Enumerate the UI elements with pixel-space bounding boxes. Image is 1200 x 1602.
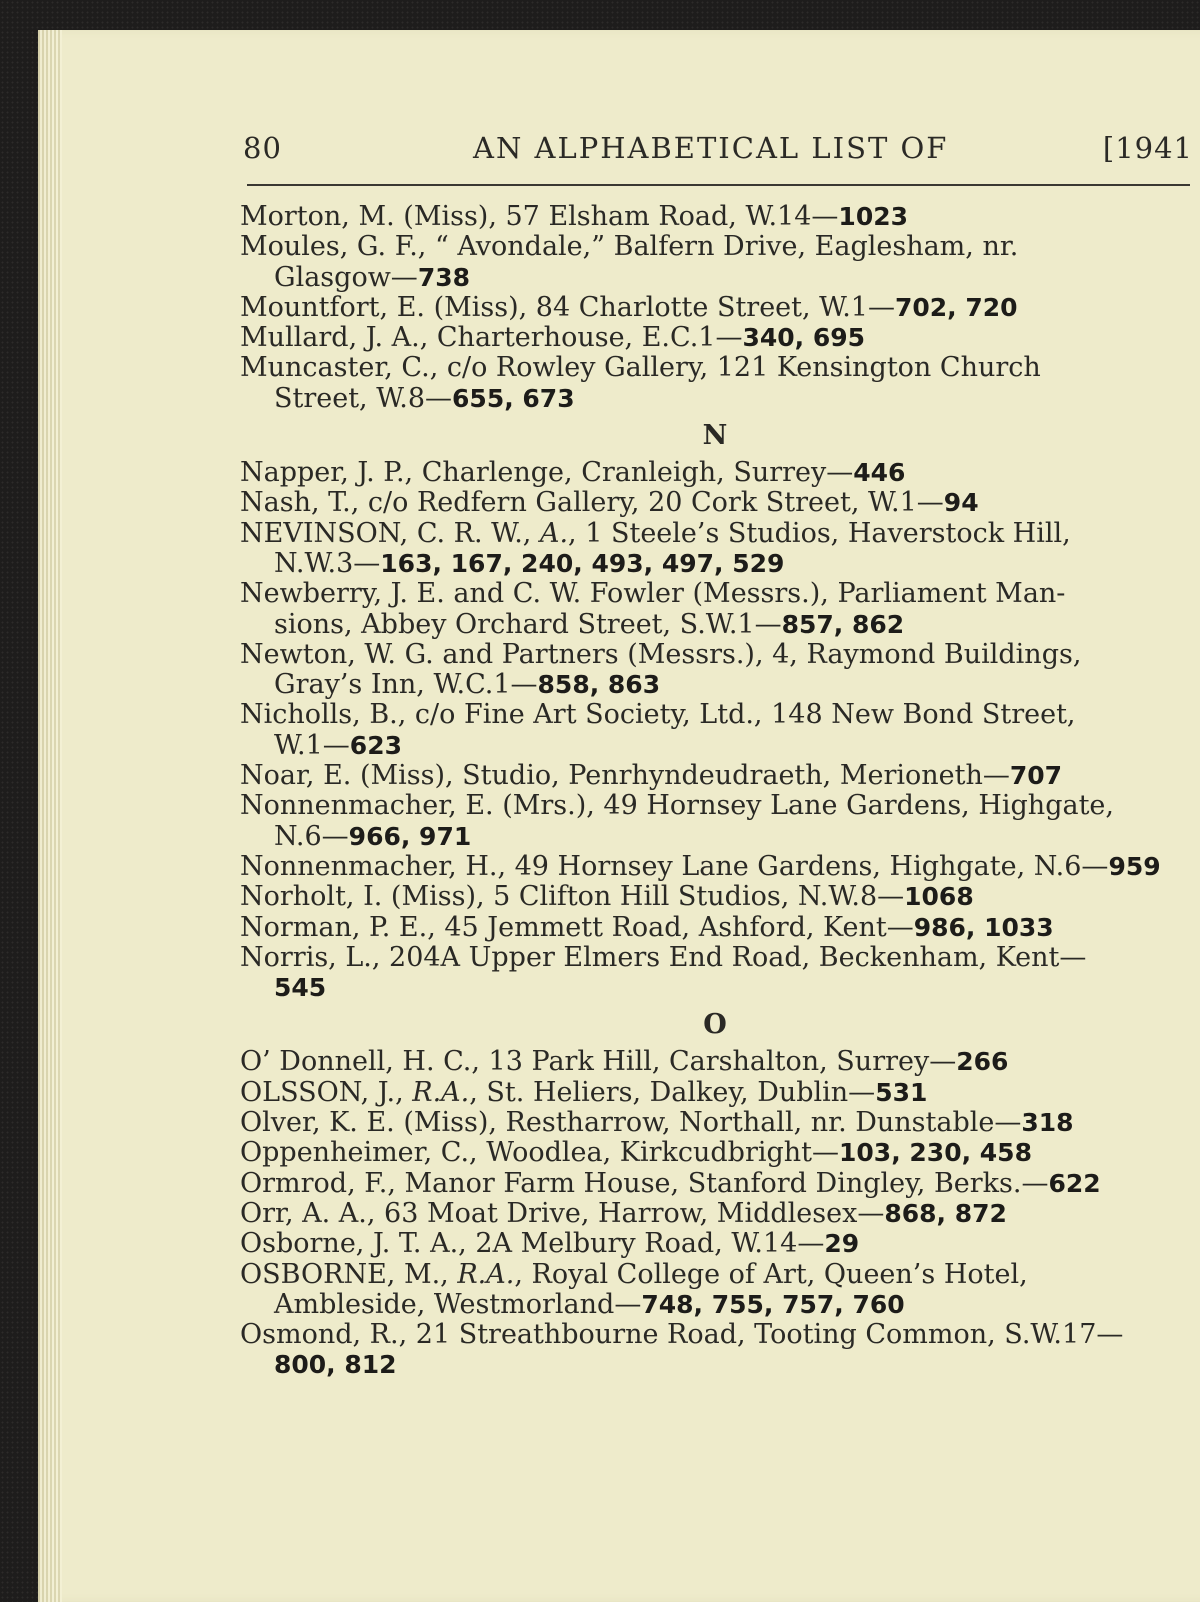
entry-newberry — [240, 579, 1190, 640]
entry-text: Napper, J. P., Charlenge, Cranleigh, Surrey— — [240, 457, 854, 489]
exhibit-numbers: 623 — [349, 730, 402, 760]
honour-abbrev: R.A. — [457, 1258, 515, 1290]
entry-text: Olver, K. E. (Miss), Restharrow, Northall, nr. Dunstable— — [240, 1107, 1022, 1139]
page-edges — [38, 30, 62, 1602]
running-year: [1941 — [1102, 131, 1193, 165]
exhibit-numbers: 738 — [417, 262, 470, 292]
exhibit-numbers: 622 — [1048, 1168, 1101, 1198]
entry-morton — [240, 202, 1190, 232]
exhibit-numbers: 446 — [853, 458, 906, 488]
exhibit-numbers: 318 — [1021, 1108, 1074, 1138]
entry-text: , Royal College of Art, Queen’s Hotel, — [514, 1258, 1028, 1290]
entry-text: sions, Abbey Orchard Street, S.W.1— — [274, 608, 782, 640]
entry-oppenheimer — [240, 1138, 1190, 1168]
section-letter-o: O — [703, 1009, 727, 1041]
exhibit-numbers: 868, 872 — [884, 1198, 1007, 1228]
exhibit-numbers: 266 — [956, 1047, 1009, 1077]
entry-text: Nicholls, B., c/o Fine Art Society, Ltd., 148 New Bond Street, — [240, 699, 1076, 731]
entry-text: , St. Heliers, Dalkey, Dublin— — [469, 1076, 876, 1108]
exhibit-numbers: 340, 695 — [742, 323, 866, 353]
exhibit-numbers: 545 — [274, 973, 327, 1003]
entry-napper — [240, 458, 1190, 488]
entry-noar — [240, 761, 1190, 791]
entry-text: Mullard, J. A., Charterhouse, E.C.1— — [240, 322, 743, 354]
entry-osborne-m — [240, 1260, 1190, 1321]
exhibit-numbers: 858, 863 — [537, 670, 661, 700]
entry-text: Ambleside, Westmorland— — [274, 1288, 642, 1320]
entry-text: Glasgow— — [274, 261, 418, 293]
entry-newton — [240, 640, 1190, 701]
entry-moules — [240, 232, 1190, 293]
entry-text: O’ Donnell, H. C., 13 Park Hill, Carshalton, Surrey— — [240, 1046, 957, 1078]
page-number: 80 — [243, 131, 282, 165]
entry-odonnell — [240, 1047, 1190, 1077]
exhibit-numbers: 163, 167, 240, 493, 497, 529 — [380, 548, 785, 578]
entry-nonnenmacher-h — [240, 852, 1190, 882]
entry-text: Newberry, J. E. and C. W. Fowler (Messrs.), Parliament Man- — [240, 578, 1066, 610]
exhibit-numbers: 959 — [1108, 851, 1161, 881]
entry-nonnenmacher-e — [240, 791, 1190, 852]
entry-nicholls — [240, 700, 1190, 761]
entry-text: OSBORNE, M., — [240, 1258, 458, 1290]
entry-mountfort — [240, 293, 1190, 323]
entry-text: Norris, L., 204A Upper Elmers End Road, Beckenham, Kent— — [240, 941, 1087, 973]
header-rule — [247, 184, 1190, 186]
exhibit-numbers: 1023 — [838, 202, 909, 231]
entry-text: Nonnenmacher, E. (Mrs.), 49 Hornsey Lane Gardens, Highgate, — [240, 790, 1114, 822]
entry-text: Morton, M. (Miss), 57 Elsham Road, W.14— — [240, 201, 839, 232]
entry-text: Norman, P. E., 45 Jemmett Road, Ashford, Kent— — [240, 911, 914, 943]
entry-text: Ormrod, F., Manor Farm House, Stanford Dingley, Berks.— — [240, 1167, 1049, 1199]
exhibit-numbers: 702, 720 — [894, 292, 1018, 322]
entry-norris — [240, 943, 1190, 1004]
entry-text: NEVINSON, C. R. W., — [240, 517, 540, 549]
entry-osborne-j — [240, 1229, 1190, 1259]
entry-list — [240, 202, 1190, 1381]
entry-text: Newton, W. G. and Partners (Messrs.), 4, Raymond Buildings, — [240, 638, 1082, 670]
honour-abbrev: A. — [539, 517, 569, 549]
running-title: AN ALPHABETICAL LIST OF — [473, 131, 949, 165]
exhibit-numbers: 748, 755, 757, 760 — [641, 1289, 905, 1319]
entry-text: Muncaster, C., c/o Rowley Gallery, 121 Kensington Church — [240, 352, 1041, 384]
exhibit-numbers: 29 — [824, 1229, 860, 1259]
entry-norman — [240, 913, 1190, 943]
entry-osmond — [240, 1320, 1190, 1381]
entry-olsson — [240, 1078, 1190, 1108]
entry-text: Mountfort, E. (Miss), 84 Charlotte Street, W.1— — [240, 291, 895, 323]
exhibit-numbers: 94 — [943, 488, 979, 518]
entry-text: Orr, A. A., 63 Moat Drive, Harrow, Middlesex— — [240, 1197, 885, 1229]
entry-text: Nonnenmacher, H., 49 Hornsey Lane Gardens, Highgate, N.6— — [240, 850, 1109, 882]
entry-text: Gray’s Inn, W.C.1— — [274, 669, 538, 701]
entry-norholt — [240, 882, 1190, 912]
entry-nevinson — [240, 519, 1190, 580]
exhibit-numbers: 655, 673 — [452, 383, 575, 413]
entry-ormrod — [240, 1169, 1190, 1199]
entry-text: N.6— — [274, 820, 349, 852]
entry-text: Nash, T., c/o Redfern Gallery, 20 Cork Street, W.1— — [240, 487, 944, 519]
entry-olver — [240, 1108, 1190, 1138]
entry-orr — [240, 1199, 1190, 1229]
entry-text: Moules, G. F., “ Avondale,” Balfern Drive, Eaglesham, nr. — [240, 231, 1019, 263]
entry-mullard — [240, 323, 1190, 353]
entry-text: Street, W.8— — [274, 382, 453, 414]
page-header — [243, 131, 1193, 175]
entry-text: Osmond, R., 21 Streathbourne Road, Tooting Common, S.W.17— — [240, 1319, 1124, 1351]
entry-text: Osborne, J. T. A., 2A Melbury Road, W.14— — [240, 1228, 825, 1260]
exhibit-numbers: 857, 862 — [781, 609, 905, 639]
exhibit-numbers: 103, 230, 458 — [839, 1138, 1032, 1168]
exhibit-numbers: 1068 — [904, 882, 974, 912]
section-letter-n: N — [702, 420, 728, 452]
entry-text: Noar, E. (Miss), Studio, Penrhyndeudraeth, Merioneth— — [240, 760, 1010, 792]
entry-text: W.1— — [274, 729, 350, 761]
exhibit-numbers: 986, 1033 — [913, 912, 1054, 942]
entry-nash — [240, 488, 1190, 518]
entry-text: , 1 Steele’s Studios, Haverstock Hill, — [568, 517, 1071, 549]
exhibit-numbers: 966, 971 — [348, 821, 472, 851]
exhibit-numbers: 531 — [875, 1077, 928, 1107]
entry-text: Norholt, I. (Miss), 5 Clifton Hill Studios, N.W.8— — [240, 881, 905, 913]
entry-text: OLSSON, J., — [240, 1076, 413, 1108]
exhibit-numbers: 800, 812 — [274, 1350, 397, 1380]
entry-text: Oppenheimer, C., Woodlea, Kirkcudbright— — [240, 1137, 840, 1169]
entry-text: N.W.3— — [274, 547, 381, 579]
entry-muncaster — [240, 353, 1190, 414]
honour-abbrev: R.A. — [412, 1076, 470, 1108]
exhibit-numbers: 707 — [1009, 761, 1063, 791]
